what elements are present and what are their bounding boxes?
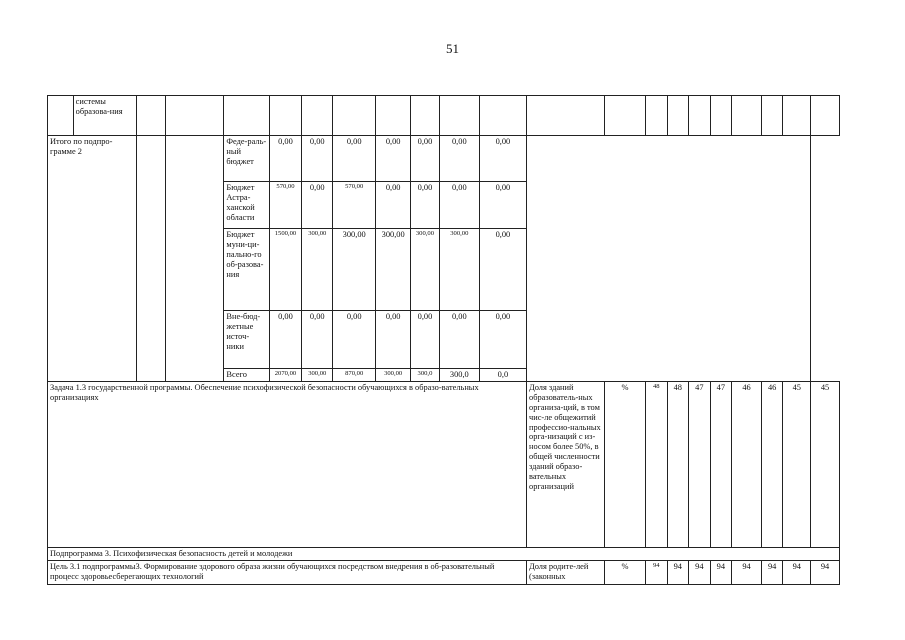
table-row-subprogram-3	[48, 547, 840, 560]
cell-empty-right	[527, 136, 811, 382]
cell-value: 0,00	[302, 136, 333, 182]
cell-value: 94	[761, 560, 783, 584]
cell-value: 0,00	[333, 311, 376, 369]
cell-indicator: Доля родите-лей (законных	[527, 560, 605, 584]
cell-value: 1500,00	[269, 229, 302, 311]
cell-value: 94	[689, 560, 711, 584]
cell-empty	[48, 96, 74, 136]
cell-value: 94	[783, 560, 811, 584]
cell-value: 46	[732, 381, 762, 547]
cell-unit: %	[604, 560, 645, 584]
cell-value: 0,00	[376, 136, 411, 182]
cell-value: 45	[783, 381, 811, 547]
cell-value: 45	[811, 381, 840, 547]
cell-value: 870,00	[333, 369, 376, 382]
cell-value: 0,00	[411, 182, 440, 229]
cell-value: 0,00	[439, 136, 479, 182]
cell-value: 46	[761, 381, 783, 547]
cell-source-name: Бюджет Астра-ханской области	[224, 182, 269, 229]
cell-unit: %	[604, 381, 645, 547]
cell-value: 94	[667, 560, 689, 584]
cell-value: 47	[689, 381, 711, 547]
cell-value: 300,00	[376, 229, 411, 311]
cell-value: 300,00	[333, 229, 376, 311]
table-row-top	[48, 96, 840, 136]
cell-value: 0,00	[439, 311, 479, 369]
cell-value: 300,0	[411, 369, 440, 382]
cell-value: 0,00	[479, 229, 526, 311]
cell-value: 0,00	[411, 311, 440, 369]
cell-value: 300,0	[439, 369, 479, 382]
cell-indicator: Доля зданий образователь-ных организа-ций, в том чис-ле общежитий профессио-нальных орга-низаций с из-носом более 50%, в общей численности зданий образо-вательных организаций	[527, 381, 605, 547]
cell-source-name: Феде-раль-ный бюджет	[224, 136, 269, 182]
cell-value: 0,00	[269, 136, 302, 182]
cell-value: 0,00	[269, 311, 302, 369]
cell-value: 94	[732, 560, 762, 584]
cell-value: 0,00	[376, 182, 411, 229]
table-row-subtotal-federal	[48, 136, 840, 182]
cell-value: 300,00	[376, 369, 411, 382]
cell-value: 0,00	[479, 182, 526, 229]
page-number: 51	[446, 41, 459, 56]
cell-value: 0,00	[302, 182, 333, 229]
cell-value: 94	[811, 560, 840, 584]
cell-value: 0,00	[411, 136, 440, 182]
cell-value: 48	[646, 381, 668, 547]
cell-value: 94	[710, 560, 732, 584]
cell-value: 300,00	[411, 229, 440, 311]
cell-value: 94	[646, 560, 668, 584]
cell-value: 0,00	[479, 311, 526, 369]
cell-value: 2070,00	[269, 369, 302, 382]
cell-goal-text: Цель 3.1 подпрограммы3. Формирование здорового образа жизни обучающихся посредством внедрения в об-разовательный процесс здоровьесберегающих технологий	[48, 560, 527, 584]
cell-value: 47	[710, 381, 732, 547]
cell-subprogram-title: Подпрограмма 3. Психофизическая безопасность детей и молодежи	[48, 547, 840, 560]
table-row-task-1-3	[48, 381, 840, 547]
cell-task-text: Задача 1.3 государственной программы. Обеспечение психофизической безопасности обучающихся в образо-вательных организациях	[48, 381, 527, 547]
cell-source-name: Всего	[224, 369, 269, 382]
cell-value: 48	[667, 381, 689, 547]
cell-value: 0,00	[479, 136, 526, 182]
cell-value: 0,0	[479, 369, 526, 382]
table-row-goal-3-1	[48, 560, 840, 584]
cell-value: 0,00	[376, 311, 411, 369]
cell-value: 300,00	[302, 369, 333, 382]
cell-value: 0,00	[302, 311, 333, 369]
cell-value: 570,00	[333, 182, 376, 229]
cell-value: 300,00	[302, 229, 333, 311]
cell-value: 570,00	[269, 182, 302, 229]
cell-value: 300,00	[439, 229, 479, 311]
cell-value: 0,00	[439, 182, 479, 229]
cell-source-name: Вне-бюд-жетные источ-ники	[224, 311, 269, 369]
cell-subtotal-label: Итого по подпро-грамме 2	[48, 136, 137, 382]
program-table	[47, 95, 840, 585]
cell-value: 0,00	[333, 136, 376, 182]
cell-row-top-label: системы образова-ния	[73, 96, 137, 136]
cell-source-name: Бюджет муни-ци-пально-го об-разова-ния	[224, 229, 269, 311]
